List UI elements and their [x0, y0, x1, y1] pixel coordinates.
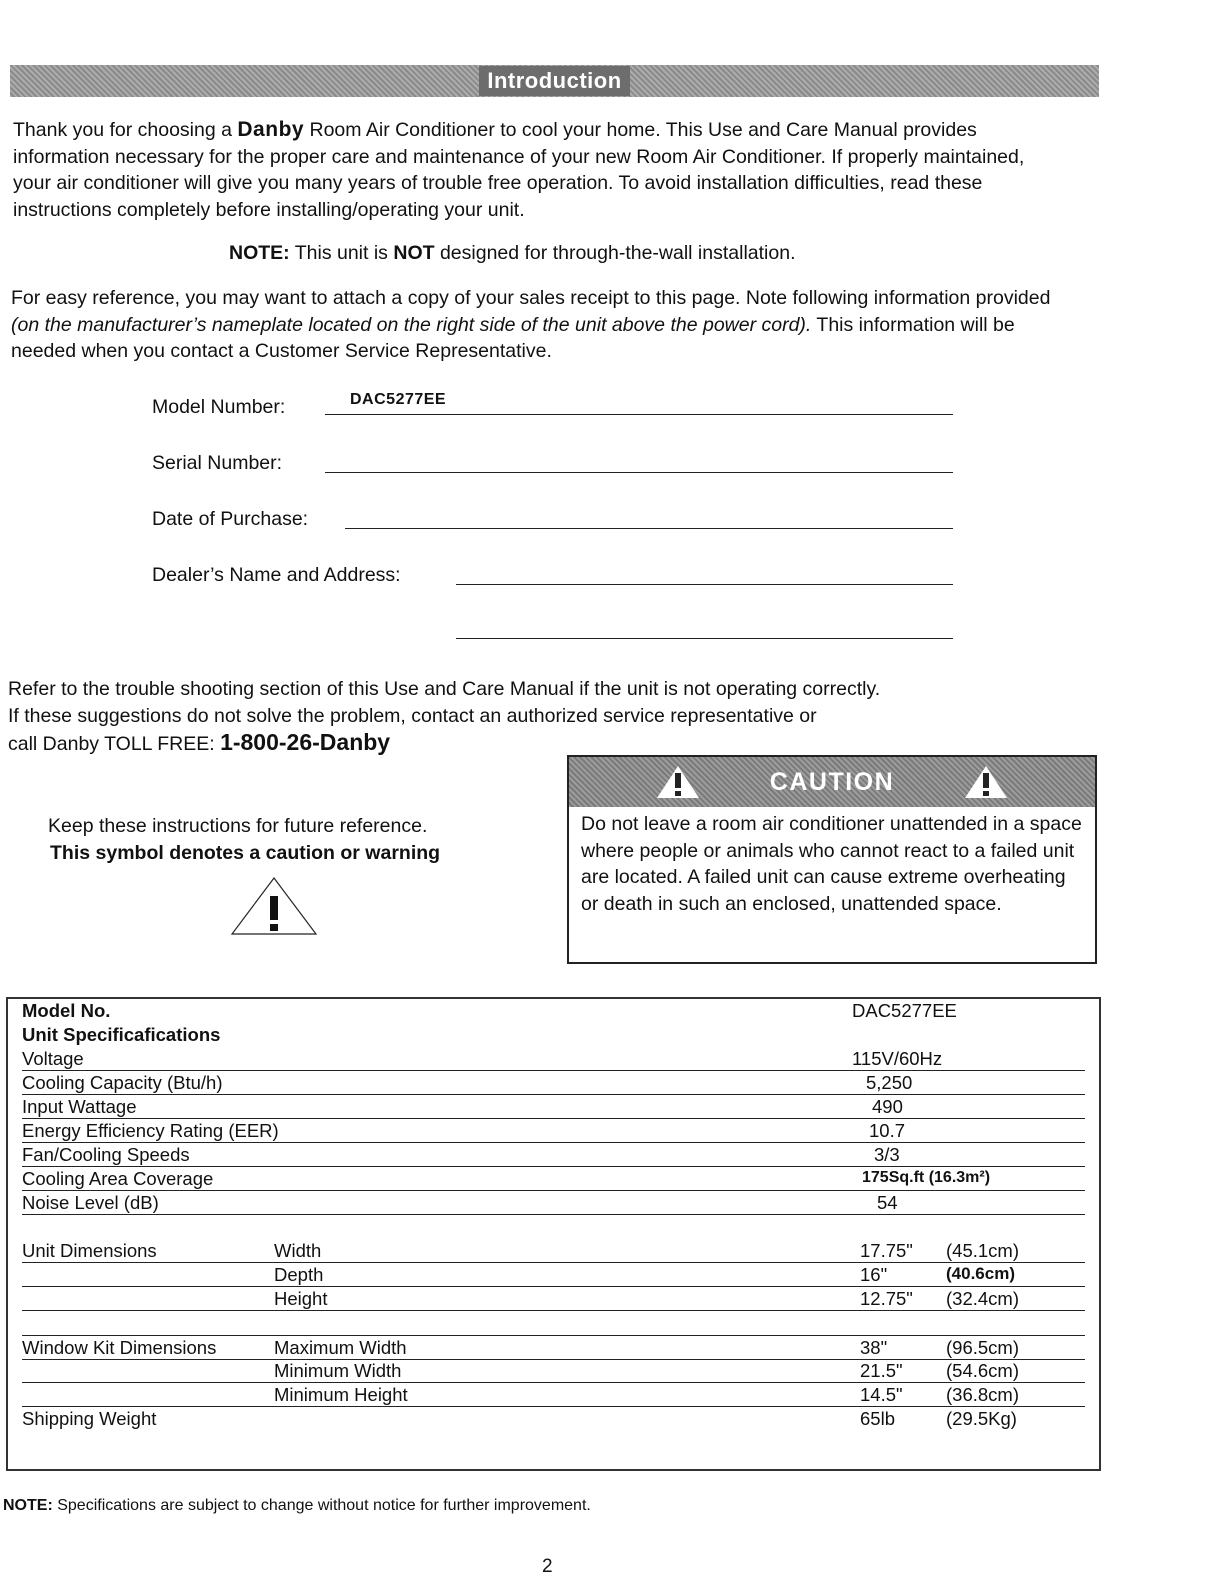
- table-row: [22, 1383, 1085, 1407]
- model-number-label: Model Number:: [152, 396, 286, 418]
- dimension-name: Maximum Width: [274, 1337, 407, 1358]
- model-number-line: [325, 414, 953, 415]
- spec-table: [6, 997, 1101, 1471]
- dimension-name: Height: [274, 1288, 328, 1309]
- spec-value: 175Sq.ft (16.3m²): [862, 1169, 991, 1186]
- table-row: [22, 1359, 1085, 1383]
- table-row: [22, 1167, 1085, 1191]
- note-label: NOTE:: [229, 242, 290, 264]
- warning-icon: [964, 765, 1008, 799]
- intro-paragraph: [13, 117, 1063, 223]
- spec-label: Voltage: [22, 1048, 84, 1069]
- keep-instructions: [48, 813, 440, 866]
- warning-icon: [656, 765, 700, 799]
- unit-spec-heading: Unit Specificafications: [22, 1024, 221, 1045]
- spec-value: 3/3: [874, 1144, 900, 1165]
- table-row: [22, 1119, 1085, 1143]
- serial-number-line: [325, 472, 953, 473]
- note-text: This unit is: [289, 242, 394, 264]
- dimension-metric: (40.6cm): [946, 1264, 1015, 1283]
- keep-line: Keep these instructions for future reference.: [48, 815, 428, 837]
- reference-paragraph: [11, 285, 1071, 365]
- spec-label: Energy Efficiency Rating (EER): [22, 1120, 279, 1141]
- dimension-name: Width: [274, 1240, 322, 1261]
- spec-value: 10.7: [869, 1120, 906, 1141]
- model-no-value: DAC5277EE: [852, 1000, 957, 1021]
- table-row: [22, 1287, 1085, 1311]
- dimension-metric: (36.8cm): [946, 1384, 1019, 1405]
- table-row: [22, 1071, 1085, 1095]
- dimension-metric: (45.1cm): [946, 1240, 1019, 1261]
- shipping-weight-imperial: 65lb: [860, 1408, 895, 1429]
- note-emphasis: NOT: [393, 242, 435, 264]
- phone-number: 1-800-26-Danby: [220, 729, 391, 755]
- wall-note: [229, 240, 796, 267]
- brand-name: Danby: [237, 118, 305, 141]
- caution-box: [567, 755, 1097, 964]
- dimension-imperial: 16": [860, 1264, 888, 1285]
- spec-value: 54: [877, 1192, 898, 1213]
- table-row: [22, 1407, 1085, 1430]
- dealer-line-2: [456, 638, 953, 639]
- table-row: [22, 1239, 1085, 1263]
- page-number: 2: [542, 1556, 553, 1577]
- purchase-date-label: Date of Purchase:: [152, 508, 309, 530]
- intro-text-cont: Room Air Conditioner to cool your home. This Use and Care Manual provides information necessary for the proper care and maintenance of your new Room Air Conditioner. If properly maintained, your air conditioner will give you many years of trouble free operation. To avoid installation difficulties, read these instructions completely before installing/operating your unit.: [13, 119, 1025, 221]
- table-row: [22, 1191, 1085, 1215]
- footer-note-label: NOTE:: [3, 1497, 53, 1514]
- dimension-metric: (32.4cm): [946, 1288, 1019, 1309]
- dimension-imperial: 12.75": [860, 1288, 913, 1309]
- table-row: [22, 1047, 1085, 1071]
- model-no-label: Model No.: [22, 1000, 111, 1021]
- table-row: [22, 1263, 1085, 1287]
- page-title: Introduction: [479, 66, 629, 96]
- shipping-weight-metric: (29.5Kg): [946, 1408, 1017, 1429]
- dimension-imperial: 14.5": [860, 1384, 903, 1405]
- spec-value: 115V/60Hz: [852, 1048, 943, 1069]
- spec-label: Input Wattage: [22, 1096, 137, 1117]
- unit-dimensions-label: Unit Dimensions: [22, 1240, 157, 1261]
- dealer-label: Dealer’s Name and Address:: [152, 564, 401, 586]
- dimension-imperial: 17.75": [860, 1240, 913, 1261]
- symbol-note: This symbol denotes a caution or warning: [50, 841, 441, 864]
- refer-line-3: [8, 729, 1048, 758]
- caution-text: Do not leave a room air conditioner unattended in a space where people or animals who cannot react to a failed unit are located. A failed unit can cause extreme overheating or death in such an enclosed, unattended space.: [581, 813, 1082, 915]
- section-banner: [10, 65, 1099, 97]
- spec-label: Fan/Cooling Speeds: [22, 1144, 190, 1165]
- dimension-name: Minimum Height: [274, 1384, 408, 1405]
- dealer-line-1: [456, 584, 953, 585]
- shipping-weight-label: Shipping Weight: [22, 1408, 157, 1429]
- spec-label: Cooling Capacity (Btu/h): [22, 1072, 223, 1093]
- dimension-name: Depth: [274, 1264, 324, 1285]
- table-row: [22, 1023, 1085, 1046]
- dimension-metric: (54.6cm): [946, 1360, 1019, 1381]
- table-row: [22, 999, 1085, 1022]
- spec-label: Cooling Area Coverage: [22, 1168, 214, 1189]
- model-number-value: DAC5277EE: [350, 391, 447, 408]
- caution-header: [569, 757, 1095, 807]
- window-kit-label: Window Kit Dimensions: [22, 1337, 217, 1358]
- table-row: [22, 1143, 1085, 1167]
- troubleshooting-paragraph: [8, 676, 1048, 758]
- toll-free-label: call Danby TOLL FREE:: [8, 733, 221, 755]
- intro-text: Thank you for choosing a: [13, 119, 238, 141]
- spec-value: 490: [872, 1096, 903, 1117]
- note-text-end: designed for through-the-wall installation.: [434, 242, 796, 264]
- reference-text: For easy reference, you may want to attach a copy of your sales receipt to this page. Note following information provided: [11, 287, 1051, 309]
- footer-note-text: Specifications are subject to change without notice for further improvement.: [52, 1497, 591, 1514]
- caution-title: CAUTION: [769, 767, 895, 796]
- footer-note: [3, 1497, 591, 1515]
- spec-value: 5,250: [866, 1072, 913, 1093]
- purchase-date-line: [345, 528, 953, 529]
- dimension-metric: (96.5cm): [946, 1337, 1019, 1358]
- warning-icon: [230, 876, 318, 938]
- spec-label: Noise Level (dB): [22, 1192, 159, 1213]
- table-row: [22, 1095, 1085, 1119]
- dimension-name: Minimum Width: [274, 1360, 402, 1381]
- dimension-imperial: 21.5": [860, 1360, 903, 1381]
- serial-number-label: Serial Number:: [152, 452, 283, 474]
- nameplate-location: (on the manufacturer’s nameplate located on the right side of the unit above the power cord).: [11, 313, 812, 336]
- refer-line-1: Refer to the trouble shooting section of this Use and Care Manual if the unit is not operating correctly.: [8, 678, 881, 700]
- refer-line-2: If these suggestions do not solve the problem, contact an authorized service representative or: [8, 704, 817, 727]
- dimension-imperial: 38": [860, 1337, 888, 1358]
- table-row: [22, 1335, 1085, 1360]
- reference-text-end: This information will be needed when you contact a Customer Service Representative.: [11, 313, 1015, 362]
